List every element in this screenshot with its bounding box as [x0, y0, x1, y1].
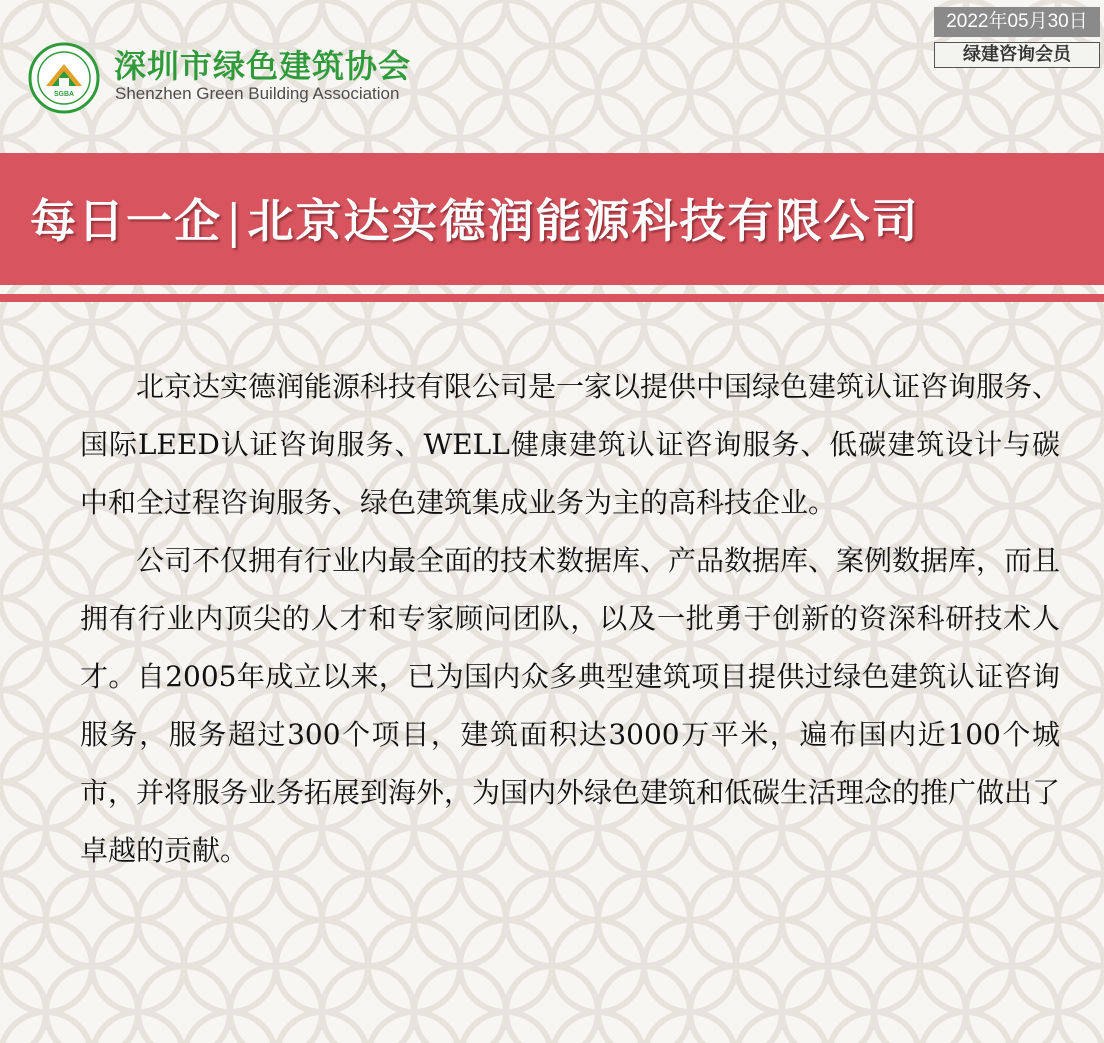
- paragraph: 公司不仅拥有行业内最全面的技术数据库、产品数据库、案例数据库，而且拥有行业内顶尖的人才和专家顾问团队，以及一批勇于创新的资深科研技术人才。自2005年成立以来，已为国内众多典型建筑项目提供过绿色建筑认证咨询服务，服务超过300个项目，建筑面积达3000万平米，遍布国内近100个城市，并将服务业务拓展到海外，为国内外绿色建筑和低碳生活理念的推广做出了卓越的贡献。: [80, 544, 1061, 867]
- paragraph: 北京达实德润能源科技有限公司是一家以提供中国绿色建筑认证咨询服务、国际LEED认证咨询服务、WELL健康建筑认证咨询服务、低碳建筑设计与碳中和全过程咨询服务、绿色建筑集成业务为主的高科技企业。: [80, 370, 1061, 519]
- date-badge: 2022年05月30日: [934, 7, 1100, 37]
- sgba-logo-icon: [28, 42, 100, 114]
- banner-separator: |: [226, 194, 244, 248]
- logo-text: SGBA: [53, 91, 75, 98]
- banner-prefix: 每日一企: [30, 194, 222, 248]
- article-body: [80, 358, 1060, 880]
- member-badge: 绿建咨询会员: [934, 42, 1100, 68]
- banner-company: 北京达实德润能源科技有限公司: [247, 194, 920, 248]
- org-name-cn: 深圳市绿色建筑协会: [114, 47, 412, 85]
- org-name-en: Shenzhen Green Building Association: [115, 84, 400, 103]
- banner-stripe: [0, 294, 1104, 302]
- banner-title: [30, 188, 920, 254]
